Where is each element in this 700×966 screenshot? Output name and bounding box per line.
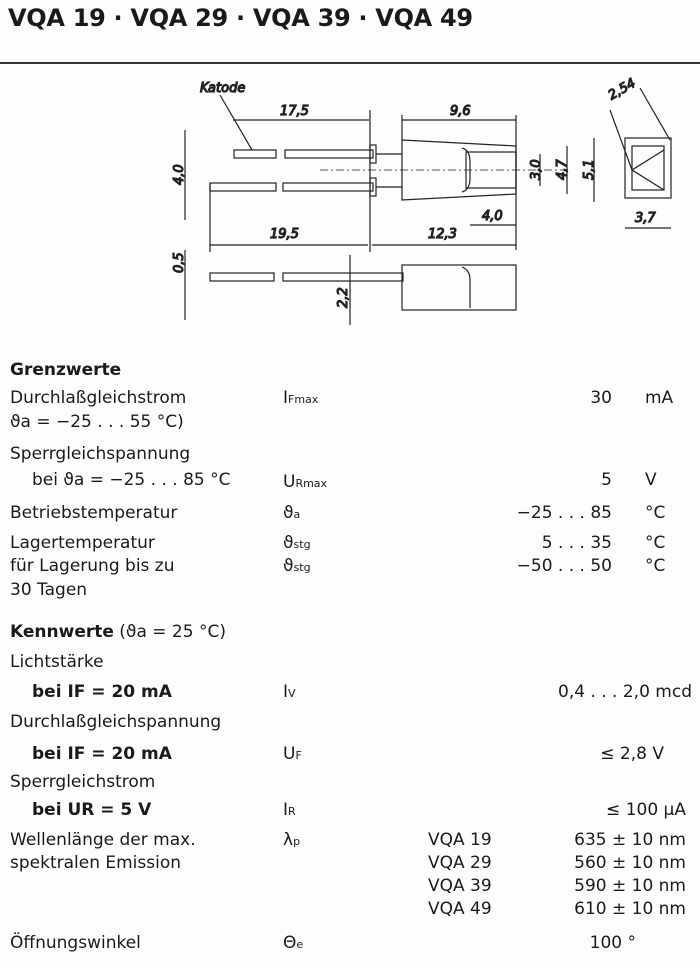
type-label: VQA 29 [428,853,492,873]
param-symbol: IR [283,800,296,820]
param-label: Sperrgleichspannung [10,444,191,464]
param-condition: bei IF = 20 mA [32,682,172,702]
dim-label: 19,5 [270,227,299,242]
dim-label: 17,5 [280,104,309,119]
param-label: Betriebstemperatur [10,503,178,523]
param-label: Lichtstärke [10,652,104,672]
param-condition: bei ϑa = −25 . . . 85 °C [32,470,231,490]
param-condition: 30 Tagen [10,580,88,600]
dimension-drawing [170,70,700,340]
param-symbol: ϑa [283,503,301,523]
param-label: Öffnungswinkel [10,933,141,953]
param-label: Sperrgleichstrom [10,772,156,792]
param-symbol: IV [283,682,296,702]
param-value: 5 [601,470,612,490]
param-symbol: ϑstg [283,556,311,576]
param-value: ≤ 2,8 V [600,744,664,764]
param-value: ≤ 100 µA [606,800,686,820]
param-symbol: λp [283,830,301,850]
param-symbol: UF [283,744,302,764]
param-unit: °C [645,556,666,576]
dim-label: 3,7 [635,211,656,226]
dim-label: 12,3 [428,227,457,242]
dim-label: 0,5 [172,252,187,273]
param-value: −25 . . . 85 [516,503,612,523]
param-condition: ϑa = −25 . . . 55 °C) [10,412,184,432]
type-label: VQA 49 [428,899,492,919]
type-label: VQA 19 [428,830,492,850]
katode-label: Katode [200,81,246,96]
param-value: 100 ° [589,933,636,953]
param-value: 5 . . . 35 [541,533,612,553]
param-unit: mA [645,388,674,408]
param-symbol: URmax [283,472,328,492]
dim-label: 4,7 [555,159,570,180]
type-value: 610 ± 10 nm [574,899,686,919]
param-label: Lagertemperatur [10,533,155,553]
dim-label: 5,1 [582,159,597,180]
section-heading-kennwerte: Kennwerte (ϑa = 25 °C) [10,622,226,642]
dim-label: 2,54 [605,75,639,104]
param-condition: bei IF = 20 mA [32,744,172,764]
type-value: 590 ± 10 nm [574,876,686,896]
dim-label: 4,0 [172,164,187,185]
param-label: Wellenlänge der max. [10,830,196,850]
dim-label: 9,6 [450,104,471,119]
param-value: 30 [590,388,612,408]
divider [0,62,700,64]
param-unit: °C [645,533,666,553]
type-value: 560 ± 10 nm [574,853,686,873]
param-symbol: ϑstg [283,533,311,553]
param-label: für Lagerung bis zu [10,556,175,576]
param-value: 0,4 . . . 2,0 mcd [558,682,692,702]
type-value: 635 ± 10 nm [574,830,686,850]
param-symbol: IFmax [283,388,319,408]
param-condition: spektralen Emission [10,853,182,873]
param-condition: bei UR = 5 V [32,800,152,820]
dim-label: 3,0 [529,159,544,180]
type-label: VQA 39 [428,876,492,896]
page-title: VQA 19 · VQA 29 · VQA 39 · VQA 49 [8,4,473,32]
param-unit: °C [645,503,666,523]
param-label: Durchlaßgleichstrom [10,388,187,408]
dim-label: 2,2 [336,287,351,308]
param-unit: V [645,470,657,490]
dim-label: 4,0 [482,209,503,224]
param-symbol: Θe [283,933,304,953]
param-value: −50 . . . 50 [516,556,612,576]
param-label: Durchlaßgleichspannung [10,712,222,732]
section-heading-grenzwerte: Grenzwerte [10,360,122,380]
